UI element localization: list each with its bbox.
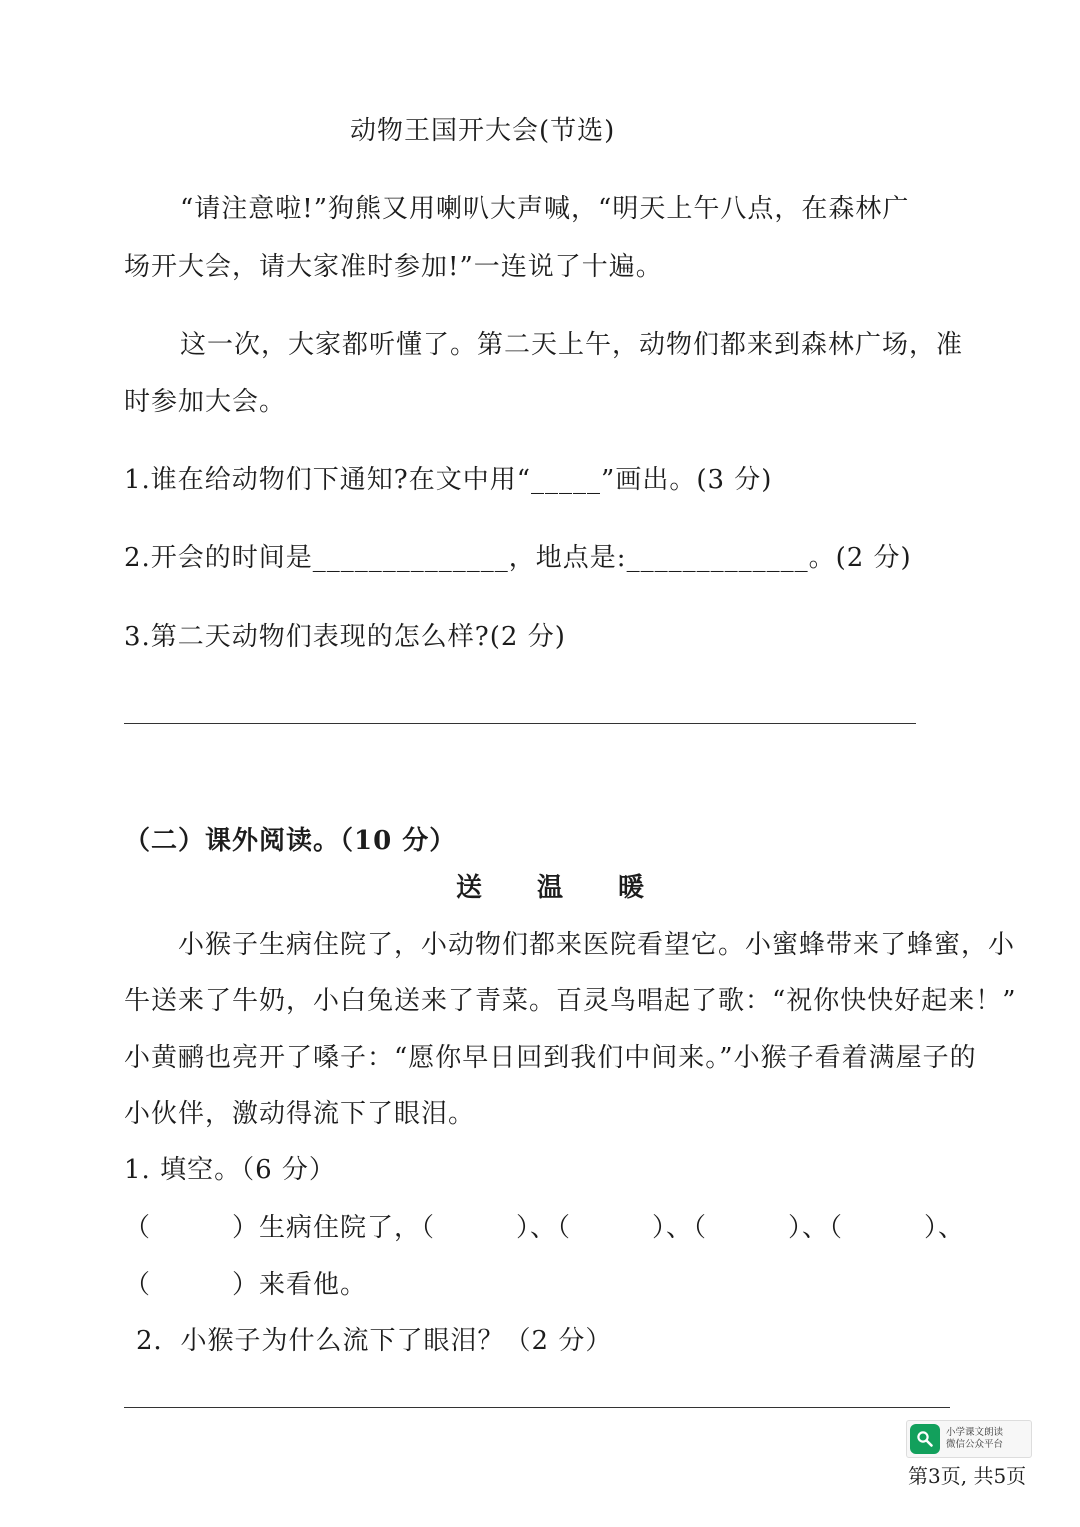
passage-title: 动物王国开大会(节选) [350,116,616,146]
fill-question-label: 1. 填空。（6 分） [124,1155,336,1185]
question-1: 1.谁在给动物们下通知?在文中用“_____”画出。(3 分) [124,465,773,495]
search-icon [910,1424,940,1454]
watermark-line: 微信公众平台 [946,1439,1004,1450]
paragraph-line: 这一次，大家都听懂了。第二天上午，动物们都来到森林广场，准 [180,330,964,360]
watermark-text [946,1427,1003,1451]
answer-line [124,1407,950,1408]
question-why: 2．小猴子为什么流下了眼泪？（2 分） [136,1326,613,1356]
paragraph-line: 时参加大会。 [124,387,287,417]
section-heading: （二）课外阅读。（10 分） [124,826,457,856]
fill-blank-line: （ ）来看他。 [124,1270,368,1300]
watermark-badge [906,1420,1032,1458]
page-number: 第3页, 共5页 [908,1464,1027,1488]
story-title: 送 温 暖 [456,873,646,903]
question-3: 3.第二天动物们表现的怎么样?(2 分) [124,622,566,652]
paragraph-line: “请注意啦!”狗熊又用喇叭大声喊，“明天上午八点，在森林广 [180,194,910,224]
watermark-line: 小学课文朗读 [946,1427,1004,1438]
passage-line: 小猴子生病住院了，小动物们都来医院看望它。小蜜蜂带来了蜂蜜，小 [178,930,1016,960]
paragraph-line: 场开大会，请大家准时参加!”一连说了十遍。 [124,252,663,282]
fill-blank-line: （ ）生病住院了，（ ）、（ ）、（ ）、（ ）、 [124,1213,966,1243]
answer-line [124,723,916,724]
passage-line: 小黄鹂也亮开了嗓子：“愿你早日回到我们中间来。”小猴子看着满屋子的 [124,1043,977,1073]
question-2: 2.开会的时间是______________，地点是:_____________。(2 分) [124,543,912,573]
passage-line: 小伙伴，激动得流下了眼泪。 [124,1099,476,1129]
passage-line: 牛送来了牛奶，小白兔送来了青菜。百灵鸟唱起了歌：“祝你快快好起来！” [124,986,1017,1016]
